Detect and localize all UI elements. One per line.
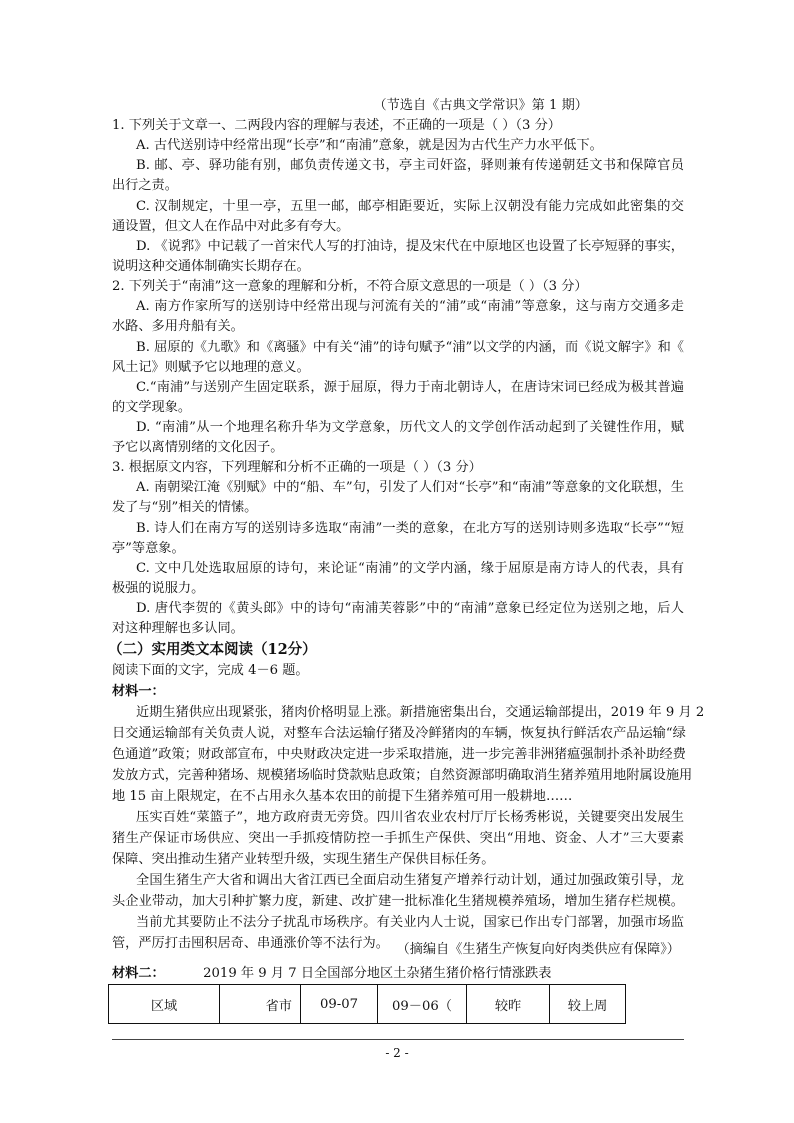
source-citation: （节选自《古典文学常识》第 1 期）: [373, 98, 588, 113]
q2-option-b: B. 屈原的《九歌》和《离骚》中有关“浦”的诗句赋予“浦”以文学的内涵，而《说文解字》和《: [136, 340, 684, 355]
q3-option-a-cont: 发了与“别”相关的情愫。: [112, 500, 258, 515]
paragraph-line: 猪生产保证市场供应、突出一手抓疫情防控一手抓生产保供、突出“用地、资金、人才”三大要素: [112, 831, 684, 846]
paragraph-line: 管，严厉打击囤积居奇、串通涨价等不法行为。: [112, 936, 389, 951]
q3-option-d-cont: 对这种理解也多认同。: [112, 621, 244, 636]
q1-option-c: C. 汉制规定，十里一亭，五里一邮，邮亭相距要近，实际上汉朝没有能力完成如此密集的交: [136, 199, 684, 214]
q3-option-a: A. 南朝梁江淹《别赋》中的“船、车”句，引发了人们对“长亭”和“南浦”等意象的文化联想，生: [136, 480, 684, 495]
q2-option-c: C.“南浦”与送别产生固定联系，源于屈原，得力于南北朝诗人，在唐诗宋词已经成为极其普遍: [136, 380, 684, 395]
q3-option-b-cont: 亭”等意象。: [112, 541, 185, 556]
question-1-stem: 1. 下列关于文章一、二两段内容的理解与表述，不正确的一项是（ ）（3 分）: [112, 118, 561, 133]
q2-option-c-cont: 的文学现象。: [112, 400, 192, 415]
table-header-cell: 09－06（: [378, 985, 467, 1024]
q2-option-d-cont: 予它以离情别绪的文化因子。: [112, 440, 284, 455]
table-header-cell: 省市: [220, 985, 301, 1024]
price-table: [108, 984, 626, 1024]
page-number: - 2 -: [385, 1046, 409, 1060]
section-heading: （二）实用类文本阅读（12分）: [108, 641, 317, 658]
q3-option-d: D. 唐代李贺的《黄头郎》中的诗句“南浦芙蓉影”中的“南浦”意象已经定位为送别之地，后人: [136, 601, 684, 616]
table-header-cell: 09-07: [301, 985, 378, 1024]
q1-option-d-cont: 说明这种交通体制确实长期存在。: [112, 259, 310, 274]
paragraph-line: 头企业带动，加大引种扩繁力度，新建、改扩建一批标准化生猪规模养殖场，增加生猪存栏规模。: [112, 894, 684, 909]
paragraph-line: 保障、突出推动生猪产业转型升级，实现生猪生产保供目标任务。: [112, 852, 495, 867]
q1-option-c-cont: 通设置，但文人在作品中对此多有夸大。: [112, 219, 350, 234]
paragraph-line: 日交通运输部有关负责人说，对整车合法运输仔猪及冷鲜猪肉的车辆，恢复执行鲜活农产品运输“绿: [112, 726, 686, 741]
material-1-label: 材料一：: [112, 684, 165, 699]
table-header-cell: 较上周: [550, 985, 626, 1024]
q3-option-c: C. 文中几处选取屈原的诗句，来论证“南浦”的文学内涵，缘于屈原是南方诗人的代表，具有: [136, 561, 684, 576]
q2-option-d: D. “南浦”从一个地理名称升华为文学意象，历代文人的文学创作活动起到了关键性作用，赋: [136, 420, 684, 435]
q2-option-a-cont: 水路、多用舟船有关。: [112, 319, 244, 334]
question-3-stem: 3. 根据原文内容，下列理解和分析不正确的一项是（ ）（3 分）: [112, 460, 482, 475]
paragraph-line: 色通道”政策；财政部宣布，中央财政决定进一步采取措施，进一步完善非洲猪瘟强制扑杀补助经费: [112, 747, 686, 762]
q1-option-a: A. 古代送别诗中经常出现“长亭”和“南浦”意象，就是因为古代生产力水平低下。: [136, 138, 603, 153]
q2-option-b-cont: 风土记》则赋予它以地理的意义。: [112, 360, 310, 375]
paragraph-line: 地 15 亩上限规定，在不占用永久基本农田的前提下生猪养殖可用一般耕地……: [112, 789, 573, 804]
table-header-cell: 较昨: [467, 985, 550, 1024]
paragraph-line: 近期生猪供应出现紧张，猪肉价格明显上涨。新措施密集出台，交通运输部提出，2019 年 9 月 2: [136, 705, 705, 720]
q1-option-b: B. 邮、亭、驿功能有别，邮负责传递文书，亭主司奸盗，驿则兼有传递朝廷文书和保障官员: [136, 158, 684, 173]
footer-rule: [112, 1039, 684, 1040]
q2-option-a: A. 南方作家所写的送别诗中经常出现与河流有关的“浦”或“南浦”等意象，这与南方交通多走: [136, 299, 684, 314]
paragraph-line: 当前尤其要防止不法分子扰乱市场秩序。有关业内人士说，国家已作出专门部署，加强市场监: [136, 915, 684, 930]
source-citation-2: （摘编自《生猪生产恢复向好肉类供应有保障》）: [396, 942, 680, 957]
question-2-stem: 2. 下列关于“南浦”这一意象的理解和分析，不符合原文意思的一项是（ ）（3 分）: [112, 279, 588, 294]
paragraph-line: 压实百姓“菜篮子”，地方政府责无旁贷。四川省农业农村厅厅长杨秀彬说，关键要突出发展生: [136, 810, 684, 825]
q1-option-d: D. 《说郛》中记载了一首宋代人写的打油诗，提及宋代在中原地区也设置了长亭短驿的事实，: [136, 239, 684, 254]
paragraph-line: 全国生猪生产大省和调出大省江西已全面启动生猪复产增养行动计划，通过加强政策引导，龙: [136, 873, 684, 888]
table-header-row: [109, 985, 626, 1024]
material-2-title-row: [112, 962, 551, 981]
section-instruction: 阅读下面的文字，完成 4－6 题。: [112, 663, 309, 678]
table-header-cell: 区域: [109, 985, 220, 1024]
table-caption: 2019 年 9 月 7 日全国部分地区土杂猪生猪价格行情涨跌表: [203, 966, 552, 981]
q1-option-b-cont: 出行之责。: [112, 178, 178, 193]
paragraph-line: 发放方式，完善种猪场、规模猪场临时贷款贴息政策；自然资源部明确取消生猪养殖用地附属设施用: [112, 768, 693, 783]
q3-option-b: B. 诗人们在南方写的送别诗多选取“南浦”一类的意象，在北方写的送别诗则多选取“长亭”“短: [136, 521, 684, 536]
q3-option-c-cont: 极强的说服力。: [112, 581, 205, 596]
material-2-label: 材料二：: [112, 966, 165, 981]
